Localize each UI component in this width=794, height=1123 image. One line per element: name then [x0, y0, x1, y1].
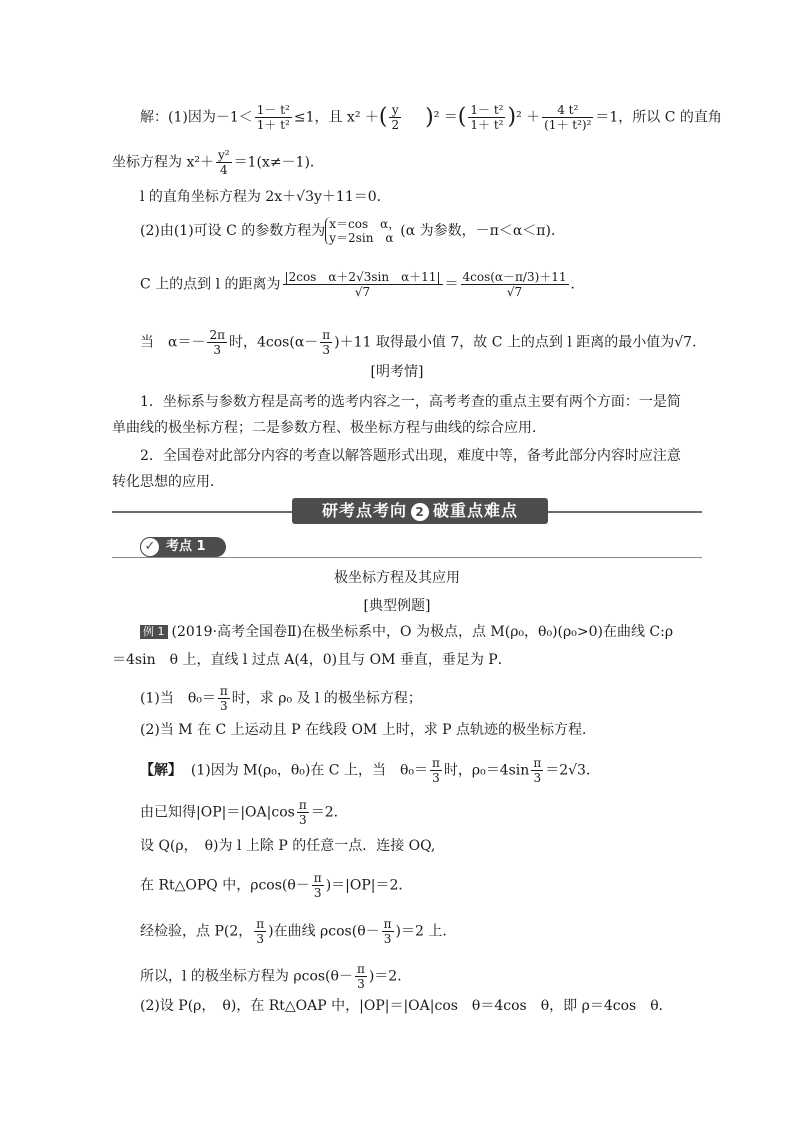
solution-line-1 — [140, 103, 722, 132]
text: 在 Rt△OPQ 中，ρcos(θ－ — [140, 877, 310, 894]
solution-line-4 — [140, 217, 565, 245]
paren-open: ( — [378, 104, 388, 130]
numerator: π — [322, 328, 331, 342]
numerator: 2π — [209, 328, 225, 342]
solution-line-2 — [112, 148, 324, 177]
fraction — [542, 103, 593, 132]
denominator: 3 — [256, 932, 265, 946]
kaodian-divider — [112, 557, 702, 558]
fraction — [283, 270, 443, 299]
solution-label: 【解】 — [140, 762, 182, 779]
text: ＝2． — [310, 804, 348, 821]
fraction — [430, 756, 442, 785]
text: (1)因为 M(ρ₀，θ₀)在 C 上，当 θ₀＝ — [190, 762, 428, 779]
denominator: 3 — [220, 699, 228, 713]
solution-step-5 — [140, 917, 456, 946]
example-badge: 例 1 — [140, 625, 168, 639]
denominator: 3 — [432, 771, 440, 785]
solution-step-6 — [140, 962, 411, 991]
denominator: 1＋ t² — [256, 118, 290, 132]
text: ² ＝ — [433, 109, 458, 126]
section-banner — [292, 498, 548, 524]
text: 经检验，点 P(2， — [140, 923, 253, 940]
text: 由已知得|OP|＝|OA|cos — [140, 804, 295, 821]
denominator: 3 — [322, 343, 331, 357]
solution-step-1 — [140, 756, 600, 785]
fraction — [531, 756, 543, 785]
numerator: π — [313, 871, 322, 885]
kaodian-tag — [140, 537, 226, 557]
fraction — [207, 328, 227, 357]
denominator: 2 — [391, 118, 400, 132]
numerator: y² — [217, 148, 230, 162]
denominator: 1＋ t² — [470, 118, 504, 132]
text: )＝|OP|＝2． — [325, 877, 413, 894]
equation-system — [325, 217, 400, 245]
text: C 上的点到 l 的距离为 — [140, 276, 281, 293]
text: 解：(1)因为－1＜ — [140, 109, 253, 126]
section-title: 极坐标方程及其应用 — [334, 570, 460, 586]
kaodian-label: 考点 1 — [166, 539, 206, 554]
fraction — [461, 270, 569, 299]
denominator: √7 — [354, 285, 371, 299]
fraction — [312, 871, 324, 900]
numerator: |2cos α＋2√3sin α＋11| — [284, 270, 441, 284]
fraction — [255, 103, 292, 132]
text: 时，4cos(α－ — [229, 334, 319, 351]
text: 当 α＝－ — [140, 334, 206, 351]
fraction — [382, 917, 394, 946]
text: ≤1，且 x² ＋ — [293, 109, 379, 126]
paren-close: ) — [425, 104, 434, 130]
paragraph-1-line-2: 单曲线的极坐标方程；二是参数方程、极坐标方程与曲线的综合应用． — [112, 420, 546, 436]
fraction — [389, 103, 401, 132]
denominator: 3 — [313, 886, 322, 900]
example-line-1 — [140, 622, 673, 642]
numerator: π — [533, 756, 542, 770]
question-2: (2)当 M 在 C 上运动且 P 在线段 OM 上时，求 P 点轨迹的极坐标方程． — [140, 722, 597, 738]
fraction — [320, 328, 332, 357]
text: )＋11 取得最小值 7，故 C 上的点到 l 距离的最小值为√7． — [334, 334, 707, 351]
solution-step-4 — [140, 871, 412, 900]
solution-line-6 — [140, 328, 706, 357]
text: ＝ — [444, 276, 459, 293]
numerator: π — [431, 756, 440, 770]
typical-examples-heading: [典型例题] — [363, 598, 431, 614]
fraction — [254, 917, 266, 946]
solution-step-2 — [140, 798, 348, 827]
denominator: 3 — [357, 977, 365, 991]
text: ＝1，所以 C 的直角 — [595, 109, 722, 126]
numerator: π — [256, 917, 265, 931]
paren-open: ( — [457, 104, 467, 130]
text: ² ＋ — [516, 109, 541, 126]
section-heading-mingkaoqing: [明考情] — [370, 364, 424, 380]
solution-step-3: 设 Q(ρ， θ)为 l 上除 P 的任意一点．连接 OQ, — [140, 838, 436, 854]
fraction — [297, 798, 309, 827]
text: )＝2 上． — [395, 923, 457, 940]
solution-line-5 — [140, 270, 585, 299]
banner-right-text: 破重点难点 — [433, 501, 519, 520]
text: )＝2． — [368, 968, 412, 985]
denominator: 3 — [213, 343, 222, 357]
equation: x＝cos α， — [329, 217, 401, 231]
denominator: (1＋ t²)² — [544, 118, 592, 132]
text: (1)当 θ₀＝ — [140, 690, 216, 707]
check-icon: ✓ — [140, 537, 160, 557]
numerator: 4 t² — [542, 103, 593, 118]
solution-line-3: l 的直角坐标方程为 2x＋√3y＋11＝0． — [140, 189, 391, 205]
paragraph-1-line-1: 1．坐标系与参数方程是高考的选考内容之一，高考考查的重点主要有两个方面：一是简 — [140, 394, 681, 410]
denominator: 4 — [219, 163, 228, 177]
example-line-2: ＝4sin θ 上，直线 l 过点 A(4，0)且与 OM 垂直，垂足为 P． — [112, 652, 512, 668]
text: 坐标方程为 x²＋ — [112, 154, 214, 171]
banner-left-text: 研考点考向 — [321, 501, 407, 520]
solution-step-7: (2)设 P(ρ， θ)，在 Rt△OAP 中，|OP|＝|OA|cos θ＝4cos θ，即 ρ＝4cos θ． — [140, 998, 673, 1014]
text: (α 为参数，－π＜α＜π)． — [400, 223, 565, 239]
denominator: 3 — [533, 771, 542, 785]
numerator: π — [356, 962, 365, 976]
text: ． — [570, 276, 585, 293]
text: (2019·高考全国卷Ⅱ)在极坐标系中，O 为极点，点 M(ρ₀，θ₀)(ρ₀>0)在曲线 C:ρ — [171, 624, 674, 640]
numerator: 1－ t² — [256, 103, 290, 117]
paragraph-2-line-1: 2．全国卷对此部分内容的考查以解答题形式出现，难度中等，备考此部分内容时应注意 — [140, 448, 681, 464]
text: )在曲线 ρcos(θ－ — [268, 923, 380, 940]
text: ＝2√3． — [545, 762, 600, 779]
question-1 — [140, 684, 422, 713]
fraction — [355, 962, 367, 991]
denominator: √7 — [506, 285, 523, 299]
fraction — [216, 148, 232, 177]
paragraph-2-line-2: 转化思想的应用． — [112, 474, 224, 490]
fraction — [468, 103, 505, 132]
numerator: 1－ t² — [470, 103, 504, 117]
banner-number-badge: 2 — [411, 503, 429, 521]
paren-close: ) — [507, 104, 517, 130]
numerator: 4cos(α－π/3)＋11 — [462, 270, 567, 284]
numerator: π — [383, 917, 392, 931]
numerator: π — [298, 798, 307, 812]
text: ＝1(x≠－1)． — [233, 154, 324, 171]
text: 所以，l 的极坐标方程为 ρcos(θ－ — [140, 968, 353, 985]
denominator: 3 — [383, 932, 392, 946]
fraction — [218, 684, 230, 713]
equation: y＝2sin α — [329, 231, 394, 245]
text: 时，ρ₀＝4sin — [443, 762, 530, 779]
numerator: y — [389, 103, 401, 118]
text: 时，求 ρ₀ 及 l 的极坐标方程； — [231, 690, 422, 707]
numerator: π — [219, 684, 228, 698]
denominator: 3 — [298, 813, 307, 827]
text: (2)由(1)可设 C 的参数方程为 — [140, 223, 326, 239]
